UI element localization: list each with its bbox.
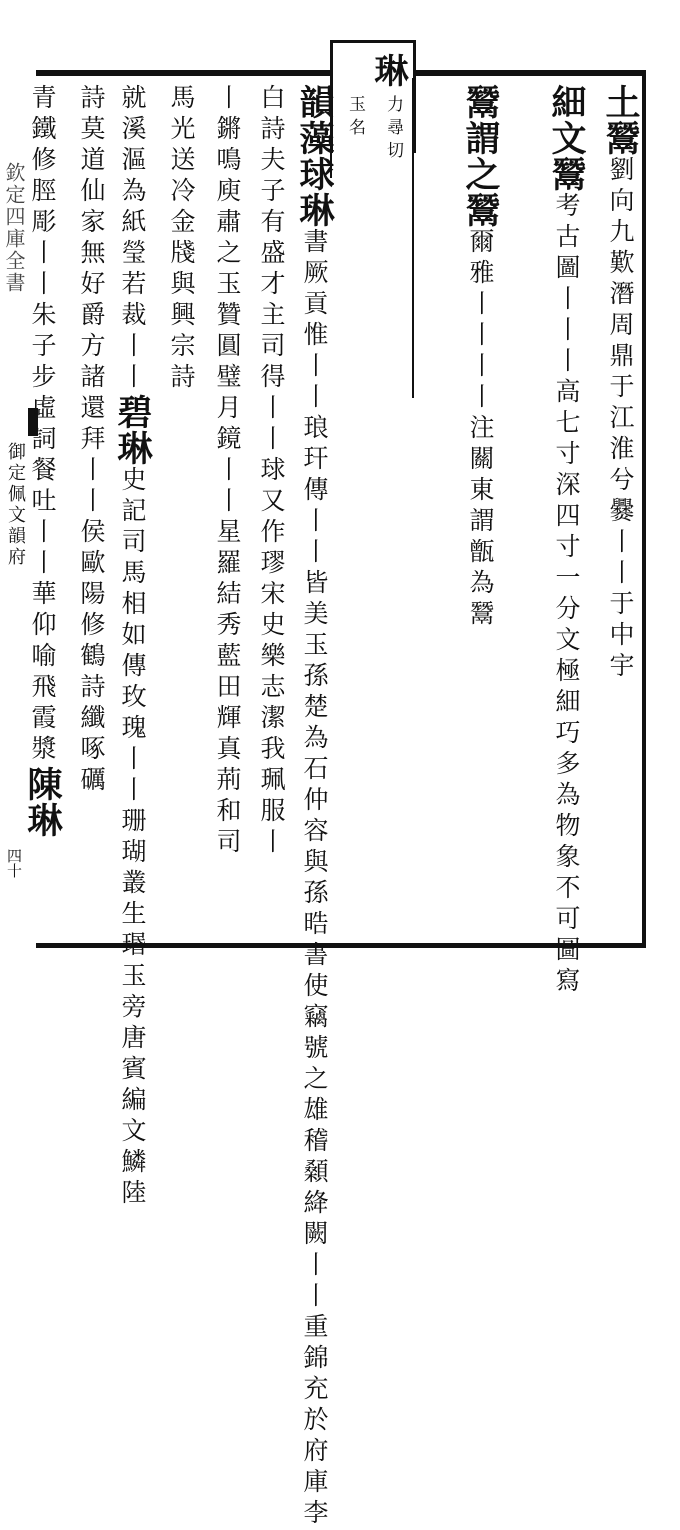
page-number: 四十 xyxy=(5,848,23,878)
header-tab xyxy=(330,40,416,164)
entry-text: 書厥貢惟丨丨琅玕傳丨丨皆美玉孫楚為石仲容與孫晧書使竊號之雄稽顙絳闕丨丨重錦充於府庫李 xyxy=(300,228,329,1530)
entry-heading: 碧琳 xyxy=(112,394,153,466)
entry-column-2 xyxy=(546,84,587,998)
tab-reading: 力尋切 xyxy=(383,95,403,164)
entry-text: 史記司馬相如傳玫瑰丨丨珊瑚叢生瑉玉旁唐賓編文鱗陸 xyxy=(118,466,147,1210)
margin-book-title-fragment: 欽定四庫全書 xyxy=(2,162,26,294)
entry-column-6: 丨鏘鳴庾肅之玉贊圓璧月鏡丨丨星羅結秀藍田輝真荊和司 xyxy=(213,84,242,859)
entry-column-8 xyxy=(112,84,153,1210)
entry-heading: 土鬵 xyxy=(600,84,641,156)
entry-text: 考古圖丨丨丨高七寸深四寸一分文極細巧多為物象不可圖寫 xyxy=(552,192,581,998)
entry-column-10 xyxy=(22,84,63,838)
entry-column-1 xyxy=(600,84,641,683)
entry-text: 劉向九歎潛周鼎于江淮兮爨丨丨于中宇 xyxy=(606,156,635,683)
entry-column-5: 白詩夫子有盛才主司得丨丨球又作璆宋史樂志潔我珮服丨 xyxy=(257,84,286,859)
margin-book-title: 御定佩文韻府 xyxy=(5,442,26,568)
entry-text: 就溪漚為紙瑩若裁丨丨 xyxy=(118,84,147,394)
entry-text: 馬光送冷金牋與興宗詩 xyxy=(167,84,196,394)
entry-text: 爾雅丨丨丨丨注關東謂甑為鬵 xyxy=(466,228,495,631)
entry-column-7 xyxy=(169,84,194,394)
entry-heading: 鬵謂之鬵 xyxy=(460,84,501,228)
tab-definition: 玉名 xyxy=(345,95,365,141)
entry-text: 青鐵修脛彫丨丨朱子步虛詞餐吐丨丨華仰喻飛霞漿 xyxy=(28,84,57,766)
entry-heading: 球琳 xyxy=(294,156,335,228)
entry-heading: 陳琳 xyxy=(22,766,63,838)
entry-column-3 xyxy=(460,84,501,631)
entry-heading: 細文鬵 xyxy=(546,84,587,192)
entry-column-4 xyxy=(294,84,335,1530)
tab-character: 琳 xyxy=(368,53,408,87)
column-rule xyxy=(412,78,414,398)
entry-column-9: 詩莫道仙家無好爵方諸還拜丨丨侯歐陽修鶴詩纖啄礪 xyxy=(77,84,106,797)
section-heading-yunzao: 韻藻 xyxy=(294,84,335,156)
